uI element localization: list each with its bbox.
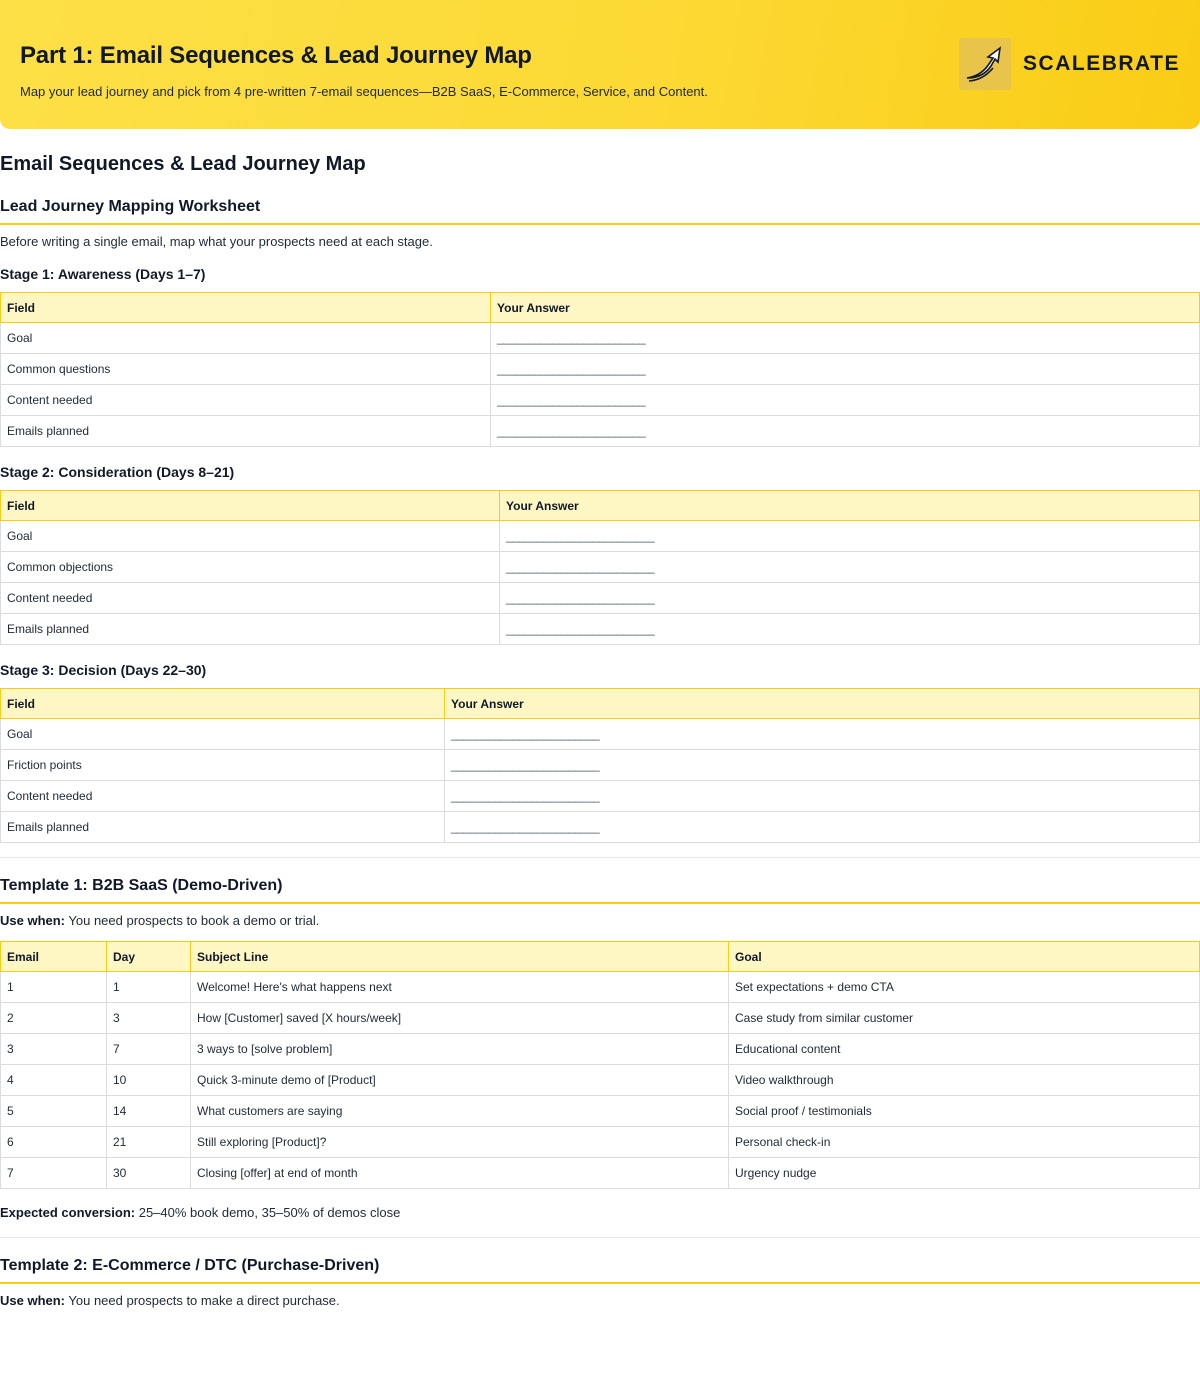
table-header-row xyxy=(1,942,1200,972)
expected-label: Expected conversion: xyxy=(0,1205,136,1220)
table-row xyxy=(1,719,1200,750)
table-row xyxy=(1,416,1200,447)
col-field: Field xyxy=(1,689,445,719)
col-answer: Your Answer xyxy=(491,293,1200,323)
template-1-table xyxy=(0,941,1200,1189)
brand-name: SCALEBRATE xyxy=(1023,52,1180,75)
field-label: Common questions xyxy=(1,354,491,385)
table-row xyxy=(1,385,1200,416)
cell-subject: Closing [offer] at end of month xyxy=(191,1158,729,1189)
field-label: Goal xyxy=(1,719,445,750)
cell-goal: Personal check-in xyxy=(729,1127,1200,1158)
stage-3-title: Stage 3: Decision (Days 22–30) xyxy=(0,662,207,678)
cell-subject: Welcome! Here's what happens next xyxy=(191,972,729,1003)
cell-day: 21 xyxy=(107,1127,191,1158)
col-field: Field xyxy=(1,293,491,323)
col-goal: Goal xyxy=(729,942,1200,972)
answer-blank[interactable]: ________________________ xyxy=(445,781,1200,812)
table-row xyxy=(1,1127,1200,1158)
table-row xyxy=(1,354,1200,385)
answer-blank[interactable]: ________________________ xyxy=(445,812,1200,843)
table-row xyxy=(1,812,1200,843)
answer-blank[interactable]: ________________________ xyxy=(445,719,1200,750)
col-subject-line: Subject Line xyxy=(191,942,729,972)
col-field: Field xyxy=(1,491,500,521)
col-answer: Your Answer xyxy=(500,491,1200,521)
table-header-row xyxy=(1,293,1200,323)
stage-1-title: Stage 1: Awareness (Days 1–7) xyxy=(0,266,206,282)
field-label: Goal xyxy=(1,323,491,354)
cell-day: 30 xyxy=(107,1158,191,1189)
cell-subject: 3 ways to [solve problem] xyxy=(191,1034,729,1065)
table-row xyxy=(1,323,1200,354)
header-subtitle: Map your lead journey and pick from 4 pre-written 7-email sequences—B2B SaaS, E-Commerce, Service, and Content. xyxy=(20,84,708,99)
worksheet-intro: Before writing a single email, map what your prospects need at each stage. xyxy=(0,234,433,249)
table-row xyxy=(1,521,1200,552)
cell-day: 10 xyxy=(107,1065,191,1096)
cell-email: 7 xyxy=(1,1158,107,1189)
cell-goal: Video walkthrough xyxy=(729,1065,1200,1096)
field-label: Friction points xyxy=(1,750,445,781)
answer-blank[interactable]: ________________________ xyxy=(500,583,1200,614)
cell-subject: Still exploring [Product]? xyxy=(191,1127,729,1158)
answer-blank[interactable]: ________________________ xyxy=(491,354,1200,385)
template-2-title: Template 2: E-Commerce / DTC (Purchase-Driven) xyxy=(0,1257,1200,1284)
cell-day: 3 xyxy=(107,1003,191,1034)
answer-blank[interactable]: ________________________ xyxy=(445,750,1200,781)
answer-blank[interactable]: ________________________ xyxy=(491,416,1200,447)
field-label: Common objections xyxy=(1,552,500,583)
field-label: Content needed xyxy=(1,781,445,812)
cell-email: 6 xyxy=(1,1127,107,1158)
cell-subject: What customers are saying xyxy=(191,1096,729,1127)
template-1-title: Template 1: B2B SaaS (Demo-Driven) xyxy=(0,877,1200,904)
cell-goal: Social proof / testimonials xyxy=(729,1096,1200,1127)
section-divider xyxy=(0,857,1200,858)
col-email: Email xyxy=(1,942,107,972)
expected-text: 25–40% book demo, 35–50% of demos close xyxy=(135,1205,401,1220)
table-row xyxy=(1,750,1200,781)
rocket-arrow-icon xyxy=(959,38,1011,90)
page-header xyxy=(0,0,1200,129)
answer-blank[interactable]: ________________________ xyxy=(500,614,1200,645)
cell-email: 2 xyxy=(1,1003,107,1034)
section-divider xyxy=(0,1237,1200,1238)
table-row xyxy=(1,552,1200,583)
table-row xyxy=(1,1003,1200,1034)
table-row xyxy=(1,1065,1200,1096)
table-row xyxy=(1,583,1200,614)
table-row xyxy=(1,781,1200,812)
cell-goal: Case study from similar customer xyxy=(729,1003,1200,1034)
template-1-use-when xyxy=(0,913,1200,928)
stage-3-table xyxy=(0,688,1200,843)
col-day: Day xyxy=(107,942,191,972)
field-label: Emails planned xyxy=(1,614,500,645)
use-when-text: You need prospects to make a direct purchase. xyxy=(65,1293,340,1308)
field-label: Goal xyxy=(1,521,500,552)
cell-goal: Urgency nudge xyxy=(729,1158,1200,1189)
table-header-row xyxy=(1,689,1200,719)
stage-1-table xyxy=(0,292,1200,447)
table-row xyxy=(1,1158,1200,1189)
answer-blank[interactable]: ________________________ xyxy=(491,323,1200,354)
worksheet-title: Lead Journey Mapping Worksheet xyxy=(0,198,1200,225)
answer-blank[interactable]: ________________________ xyxy=(500,552,1200,583)
table-row xyxy=(1,1034,1200,1065)
field-label: Content needed xyxy=(1,583,500,614)
cell-subject: Quick 3-minute demo of [Product] xyxy=(191,1065,729,1096)
answer-blank[interactable]: ________________________ xyxy=(491,385,1200,416)
field-label: Content needed xyxy=(1,385,491,416)
cell-day: 14 xyxy=(107,1096,191,1127)
cell-email: 3 xyxy=(1,1034,107,1065)
cell-email: 5 xyxy=(1,1096,107,1127)
cell-email: 4 xyxy=(1,1065,107,1096)
field-label: Emails planned xyxy=(1,416,491,447)
use-when-label: Use when: xyxy=(0,1293,66,1308)
cell-day: 1 xyxy=(107,972,191,1003)
table-header-row xyxy=(1,491,1200,521)
expected-conversion xyxy=(0,1205,1200,1220)
brand xyxy=(959,38,1180,90)
use-when-text: You need prospects to book a demo or trial. xyxy=(65,913,320,928)
table-row xyxy=(1,614,1200,645)
answer-blank[interactable]: ________________________ xyxy=(500,521,1200,552)
field-label: Emails planned xyxy=(1,812,445,843)
cell-goal: Set expectations + demo CTA xyxy=(729,972,1200,1003)
cell-day: 7 xyxy=(107,1034,191,1065)
table-row xyxy=(1,1096,1200,1127)
cell-email: 1 xyxy=(1,972,107,1003)
col-answer: Your Answer xyxy=(445,689,1200,719)
page-title: Email Sequences & Lead Journey Map xyxy=(0,153,366,175)
document-body xyxy=(0,153,1200,1308)
cell-goal: Educational content xyxy=(729,1034,1200,1065)
cell-subject: How [Customer] saved [X hours/week] xyxy=(191,1003,729,1034)
table-row xyxy=(1,972,1200,1003)
use-when-label: Use when: xyxy=(0,913,66,928)
stage-2-table xyxy=(0,490,1200,645)
header-title: Part 1: Email Sequences & Lead Journey Map xyxy=(20,42,532,69)
template-2-use-when xyxy=(0,1293,1200,1308)
stage-2-title: Stage 2: Consideration (Days 8–21) xyxy=(0,464,235,480)
